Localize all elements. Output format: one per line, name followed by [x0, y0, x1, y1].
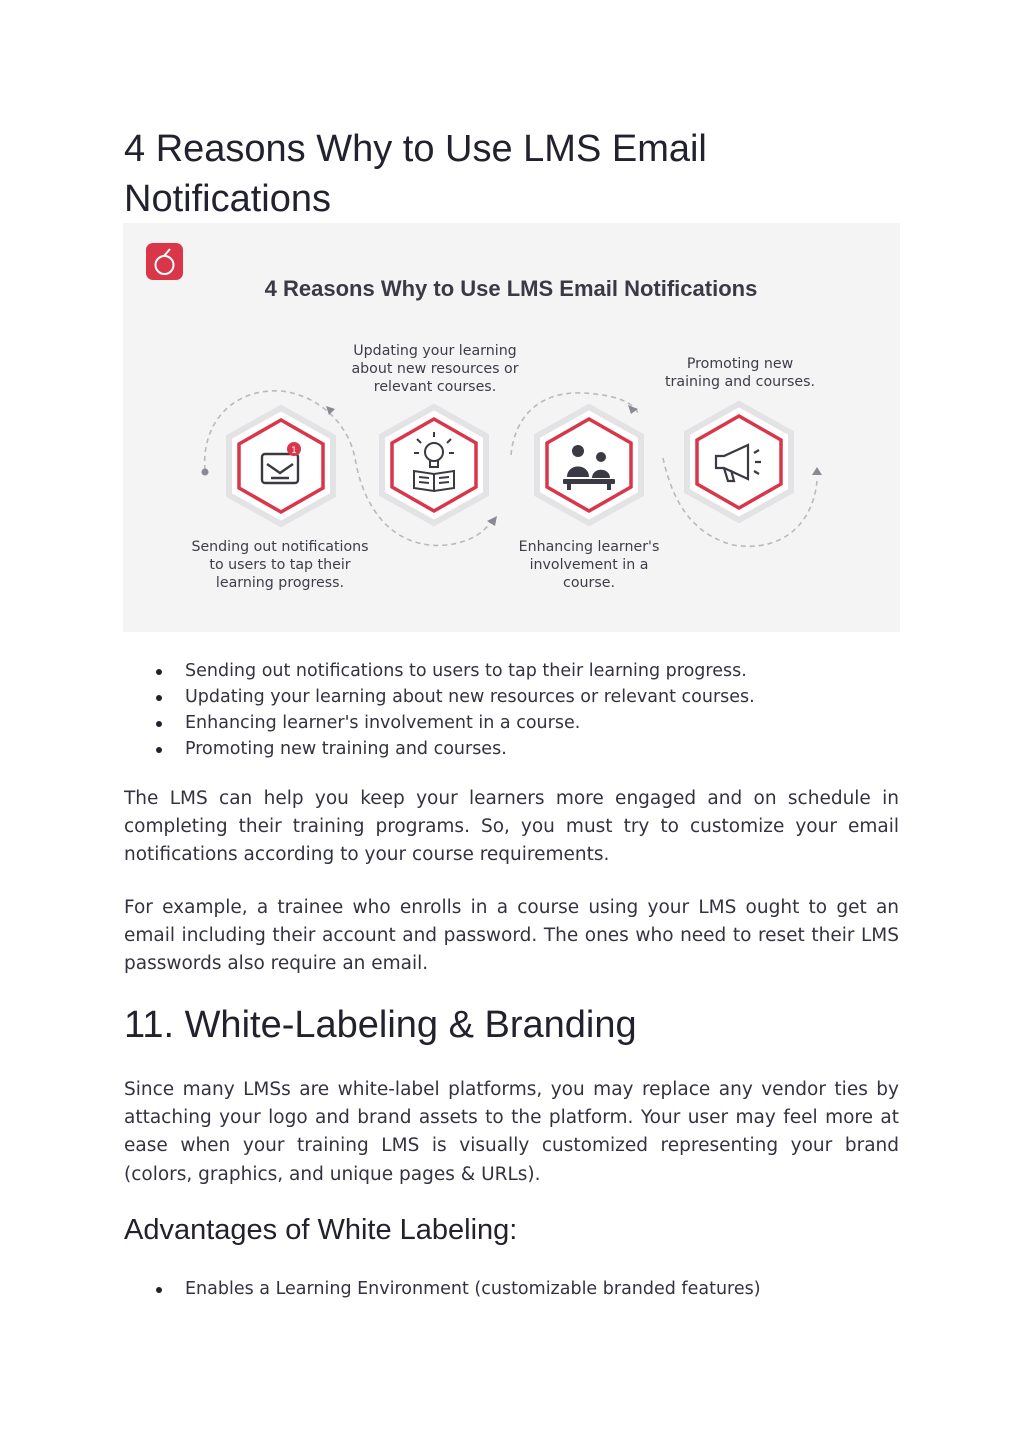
list-item: Updating your learning about new resources or relevant courses. — [124, 684, 899, 710]
step-1-caption-line-1: Sending out notifications — [191, 539, 369, 555]
step-2-hexagon — [382, 407, 486, 523]
paragraph-white-label: Since many LMSs are white-label platforms, you may replace any vendor ties by attaching your logo and brand assets to the platform. Your user may feel more at ease when your training LMS is visually customized representing your brand (colors, graphics, and unique pages & URLs). — [124, 1079, 899, 1185]
figure-title: 4 Reasons Why to Use LMS Email Notifications — [264, 276, 758, 301]
step-4-caption-line-2: training and courses. — [664, 374, 816, 390]
list-item: Promoting new training and courses. — [124, 736, 899, 762]
step-3-caption-line-2: involvement in a — [529, 557, 649, 573]
step-3-hexagon — [537, 407, 641, 523]
list-item: Sending out notifications to users to tap their learning progress. — [124, 658, 899, 684]
section-heading: 11. White-Labeling & Branding — [124, 1004, 637, 1046]
step-4-hexagon — [687, 404, 791, 520]
list-item: Enhancing learner's involvement in a course. — [124, 710, 899, 736]
step-2-caption-line-2: about new resources or — [351, 361, 519, 377]
step-3-caption-line-3: course. — [563, 575, 615, 591]
reasons-list — [124, 658, 899, 762]
step-3-caption-line-1: Enhancing learner's — [518, 539, 660, 555]
list-item: Enables a Learning Environment (customizable branded features) — [124, 1276, 899, 1302]
paragraph-example: For example, a trainee who enrolls in a course using your LMS ought to get an email including their account and password. The ones who need to reset their LMS passwords also require an email. — [124, 897, 899, 975]
infographic-figure — [123, 223, 900, 632]
brand-logo-icon — [146, 243, 183, 280]
step-2-caption-line-3: relevant courses. — [373, 379, 497, 395]
page-heading: 4 Reasons Why to Use LMS Email Notifications — [124, 128, 707, 220]
paragraph-lms-engagement: The LMS can help you keep your learners more engaged and on schedule in completing their training programs. So, you must try to customize your email notifications according to your course requirements. — [124, 788, 899, 866]
notification-badge-count: 1 — [291, 446, 297, 456]
step-2-caption-line-1: Updating your learning — [353, 343, 517, 359]
step-4-caption-line-1: Promoting new — [686, 356, 794, 372]
advantages-list — [124, 1276, 899, 1302]
step-1-hexagon — [229, 408, 333, 524]
step-1-caption-line-3: learning progress. — [215, 575, 345, 591]
step-1-caption-line-2: to users to tap their — [209, 557, 351, 573]
sub-heading: Advantages of White Labeling: — [124, 1214, 518, 1246]
